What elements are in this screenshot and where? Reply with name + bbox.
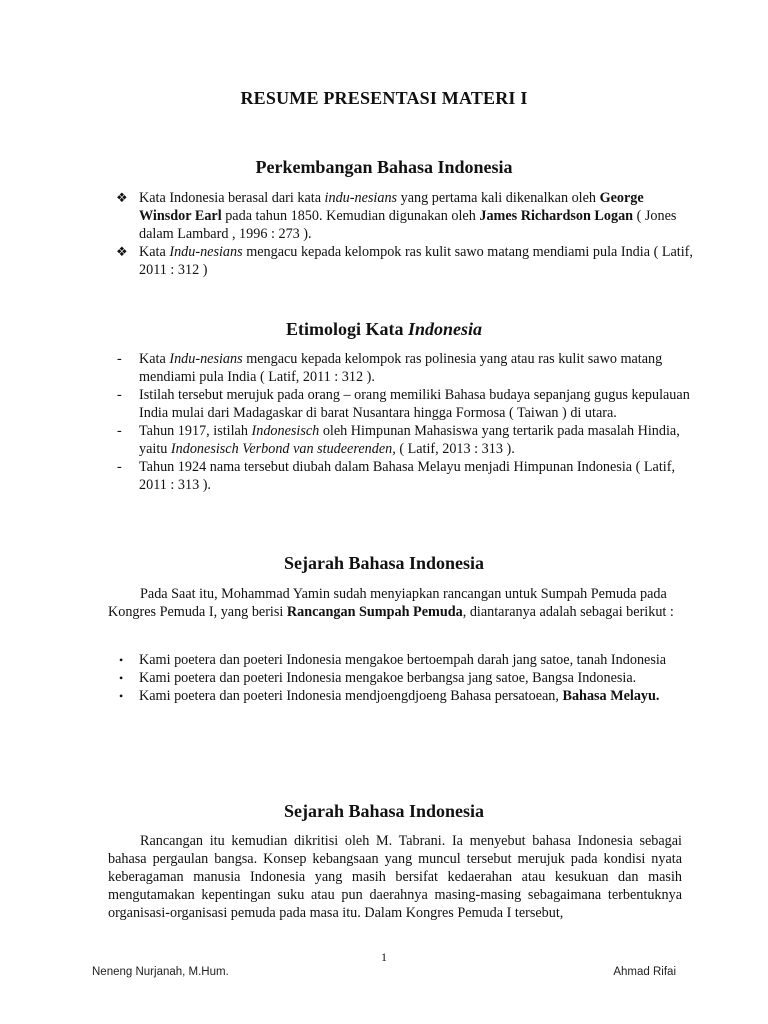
italic-term: Indonesisch Verbond van studeerenden, (170, 441, 396, 457)
dash-bullet-icon: - (117, 387, 122, 403)
heading-perkembangan: Perkembangan Bahasa Indonesia (255, 157, 513, 177)
text-run: yang pertama kali dikenalkan oleh (397, 190, 600, 206)
sejarah-paragraph (108, 585, 680, 621)
heading-sejarah-2: Sejarah Bahasa Indonesia (283, 801, 485, 821)
list-item (116, 189, 696, 243)
list-item (116, 422, 696, 458)
italic-term: Indu-nesians (169, 351, 243, 367)
list-item (116, 687, 696, 705)
bold-name: George Winsdor Earl (139, 190, 644, 224)
text-run: Tahun 1917, istilah (139, 423, 252, 439)
text-run: pada tahun 1850. Kemudian digunakan oleh (221, 208, 480, 224)
text-run: ( Jones dalam Lambard , 1996 : 273 ). (139, 208, 677, 242)
footer-right-author: Ahmad Rifai (613, 966, 676, 978)
paragraph (108, 585, 680, 621)
heading-sejarah-1: Sejarah Bahasa Indonesia (283, 553, 485, 573)
text-run: Pada Saat itu, Mohammad Yamin sudah menyiapkan rancangan untuk Sumpah Pemuda pada Kongres Pemuda I, yang berisi (108, 586, 667, 620)
dash-bullet-icon: - (117, 351, 122, 367)
italic-term: Indonesisch (251, 423, 320, 439)
text-run: Kata (139, 351, 170, 367)
paragraph: Rancangan itu kemudian dikritisi oleh M. Tabrani. Ia menyebut bahasa Indonesia sebagai bahasa pergaulan bangsa. Konsep kebangsaan yang muncul tersebut merujuk pada kondisi nyata keberagaman manusia Indonesia yang masih bersifat kedaerahan atau kesukuan dan masih mengutamakan kepentingan suku atau pun daerahnya masing-masing sebagaimana terbentuknya organisasi-organisasi pemuda pada masa itu. Dalam Kongres Pemuda I tersebut, (108, 833, 682, 921)
document-title: RESUME PRESENTASI MATERI I (240, 88, 528, 108)
heading-etimologi (0, 319, 768, 340)
text-run: Istilah tersebut merujuk pada orang – orang memiliki Bahasa budaya sepanjang gugus kepulauan India mulai dari Madagaskar di barat Nusantara hingga Formosa ( Taiwan ) di utara. (139, 387, 690, 421)
perkembangan-list (116, 189, 696, 279)
page-number: 1 (381, 950, 387, 964)
list-item (116, 243, 696, 279)
list-item (116, 458, 696, 494)
list-item (116, 350, 696, 386)
bold-term: Bahasa Melayu. (562, 688, 660, 704)
bullet-icon: • (119, 689, 124, 703)
text-run: Kami poetera dan poeteri Indonesia mendjoengdjoeng Bahasa persatoean, (139, 688, 563, 704)
dash-bullet-icon: - (117, 459, 122, 475)
bullet-icon: • (119, 671, 124, 685)
italic-term: indu-nesians (324, 190, 398, 206)
heading-italic: Indonesia (407, 319, 483, 339)
sumpah-list (116, 651, 696, 705)
dash-bullet-icon: - (117, 423, 122, 439)
text-run: mengacu kepada kelompok ras polinesia yang atau ras kulit sawo matang mendiami pula India ( Latif, 2011 : 312 ). (139, 351, 663, 385)
bullet-icon: • (119, 653, 124, 667)
text-run: Tahun 1924 nama tersebut diubah dalam Bahasa Melayu menjadi Himpunan Indonesia ( Latif, 2011 : 313 ). (139, 459, 676, 493)
footer-left-author: Neneng Nurjanah, M.Hum. (92, 966, 229, 978)
italic-term: Indu-nesians (169, 244, 243, 260)
text-run: Kami poetera dan poeteri Indonesia mengakoe bertoempah darah jang satoe, tanah Indonesia (139, 652, 667, 668)
text-run: Kata Indonesia berasal dari kata (139, 190, 325, 206)
list-item (116, 386, 696, 422)
text-run: mengacu kepada kelompok ras kulit sawo matang mendiami pula India ( Latif, 2011 : 312 ) (139, 244, 693, 278)
text-run: ( Latif, 2013 : 313 ). (395, 441, 515, 457)
text-run: Kami poetera dan poeteri Indonesia mengakoe berbangsa jang satoe, Bangsa Indonesia. (139, 670, 637, 686)
heading-text: Etimologi Kata (285, 319, 408, 339)
diamond-bullet-icon: ❖ (116, 190, 128, 205)
etimologi-list (116, 350, 696, 494)
text-run: , diantaranya adalah sebagai berikut : (462, 604, 674, 620)
bold-name: James Richardson Logan (479, 208, 634, 224)
sejarah-paragraph-2 (108, 832, 682, 922)
list-item (116, 669, 696, 687)
text-run: Kata (139, 244, 170, 260)
diamond-bullet-icon: ❖ (116, 244, 128, 259)
text-run: oleh Himpunan Mahasiswa yang tertarik pada masalah Hindia, yaitu (139, 423, 680, 457)
list-item (116, 651, 696, 669)
bold-term: Rancangan Sumpah Pemuda (286, 604, 463, 620)
